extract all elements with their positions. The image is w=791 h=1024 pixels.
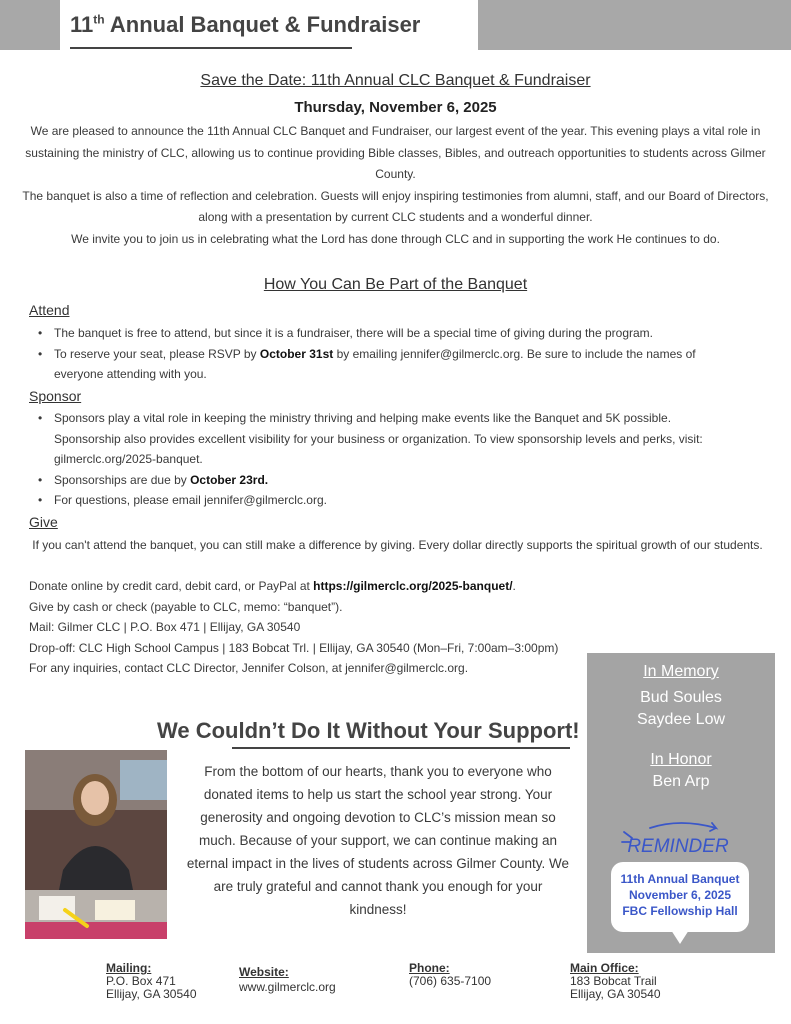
mail-line: Mail: Gilmer CLC | P.O. Box 471 | Ellijay, GA 30540	[29, 620, 301, 634]
give-details	[29, 576, 589, 679]
page-title: 11th Annual Banquet & Fundraiser	[70, 12, 421, 37]
office-line: Ellijay, GA 30540	[570, 987, 661, 1001]
footer-phone	[409, 962, 491, 988]
mailing-label: Mailing:	[106, 961, 152, 975]
sponsor-list	[36, 408, 736, 511]
header-band-right	[478, 0, 791, 50]
mailing-line: P.O. Box 471	[106, 974, 176, 988]
list-item: • To reserve your seat, please RSVP by October 31st by emailing jennifer@gilmerclc.org. Be sure to include the names of everyone attending with you.	[36, 344, 736, 385]
website-label: Website:	[239, 965, 289, 979]
office-line: 183 Bobcat Trail	[570, 974, 657, 988]
intro-text	[20, 121, 771, 250]
support-title: We Couldn’t Do It Without Your Support!	[157, 718, 580, 743]
footer-mailing	[106, 962, 197, 1001]
website-link[interactable]: www.gilmerclc.org	[239, 980, 336, 994]
dropoff-line: Drop-off: CLC High School Campus | 183 Bobcat Trl. | Ellijay, GA 30540 (Mon–Fri, 7:00am–3:00pm)	[29, 640, 559, 655]
how-heading: How You Can Be Part of the Banquet	[263, 276, 528, 293]
memory-name: Bud Soules	[640, 689, 722, 706]
support-underline	[232, 747, 570, 749]
attend-list	[36, 323, 736, 385]
reminder-graphic	[620, 820, 730, 860]
intro-paragraph: We invite you to join us in celebrating what the Lord has done through CLC and in supporting the work He continues to do.	[71, 231, 720, 246]
give-heading: Give	[29, 514, 58, 530]
reminder-line: FBC Fellowship Hall	[622, 904, 738, 918]
honor-name: Ben Arp	[652, 773, 710, 790]
reminder-line: 11th Annual Banquet	[620, 872, 740, 886]
phone-number[interactable]: (706) 635-7100	[409, 974, 492, 988]
support-text: From the bottom of our hearts, thank you to everyone who donated items to help us start the school year strong. Your generosity and ongoing devotion to CLC’s mission mean so much. Because of your support, we can continue making an eternal impact in the lives of students across Gilmer County. We are truly grateful and cannot thank you enough for your kindness!	[186, 764, 570, 917]
reminder-word: REMINDER	[627, 836, 729, 857]
cash-line: Give by cash or check (payable to CLC, memo: “banquet”).	[29, 599, 343, 614]
inquiries-line: For any inquiries, contact CLC Director, Jennifer Colson, at jennifer@gilmerclc.org.	[29, 661, 469, 675]
card-tail-icon	[671, 930, 689, 944]
list-item: • Sponsorships are due by October 23rd.	[36, 470, 736, 491]
list-item: • Sponsors play a vital role in keeping the ministry thriving and helping make events like the Banquet and 5K possible. Sponsorship also provides excellent visibility for your business or organization. To view sponsorship levels and perks, visit: gilmerclc.org/2025-banquet.	[36, 408, 736, 470]
intro-paragraph: The banquet is also a time of reflection and celebration. Guests will enjoy inspiring testimonies from alumni, staff, and our Board of Directors, along with a presentation by current CLC students and a wonderful dinner.	[22, 188, 769, 224]
attend-heading: Attend	[29, 302, 70, 318]
donate-online-line: Donate online by credit card, debit card, or PayPal at https://gilmerclc.org/2025-banquet/.	[29, 579, 516, 593]
volunteer-photo	[25, 750, 167, 939]
memory-name: Saydee Low	[636, 711, 726, 728]
give-intro: If you can't attend the banquet, you can still make a difference by giving. Every dollar directly supports the spiritual growth of our students.	[32, 538, 763, 552]
donate-link[interactable]: https://gilmerclc.org/2025-banquet/	[313, 579, 513, 593]
phone-label: Phone:	[409, 961, 450, 975]
footer-website	[239, 966, 336, 994]
event-date: Thursday, November 6, 2025	[294, 99, 497, 116]
in-memory-heading: In Memory	[643, 663, 719, 680]
intro-paragraph: We are pleased to announce the 11th Annual CLC Banquet and Fundraiser, our largest event of the year. This evening plays a vital role in sustaining the ministry of CLC, allowing us to continue providing Bible classes, Bibles, and outreach opportunities to students across Gilmer County.	[25, 124, 766, 181]
reminder-card	[611, 862, 749, 932]
reminder-line: November 6, 2025	[628, 888, 732, 902]
header-band-left	[0, 0, 60, 50]
title-underline	[70, 47, 352, 49]
office-label: Main Office:	[570, 961, 639, 975]
list-item: • The banquet is free to attend, but since it is a fundraiser, there will be a special time of giving during the program.	[36, 323, 736, 344]
list-item: • For questions, please email jennifer@gilmerclc.org.	[36, 490, 736, 511]
in-honor-heading: In Honor	[650, 751, 712, 768]
save-date-heading: Save the Date: 11th Annual CLC Banquet & Fundraiser	[200, 72, 591, 89]
footer-office	[570, 962, 661, 1001]
mailing-line: Ellijay, GA 30540	[106, 987, 197, 1001]
sponsor-heading: Sponsor	[29, 388, 82, 404]
